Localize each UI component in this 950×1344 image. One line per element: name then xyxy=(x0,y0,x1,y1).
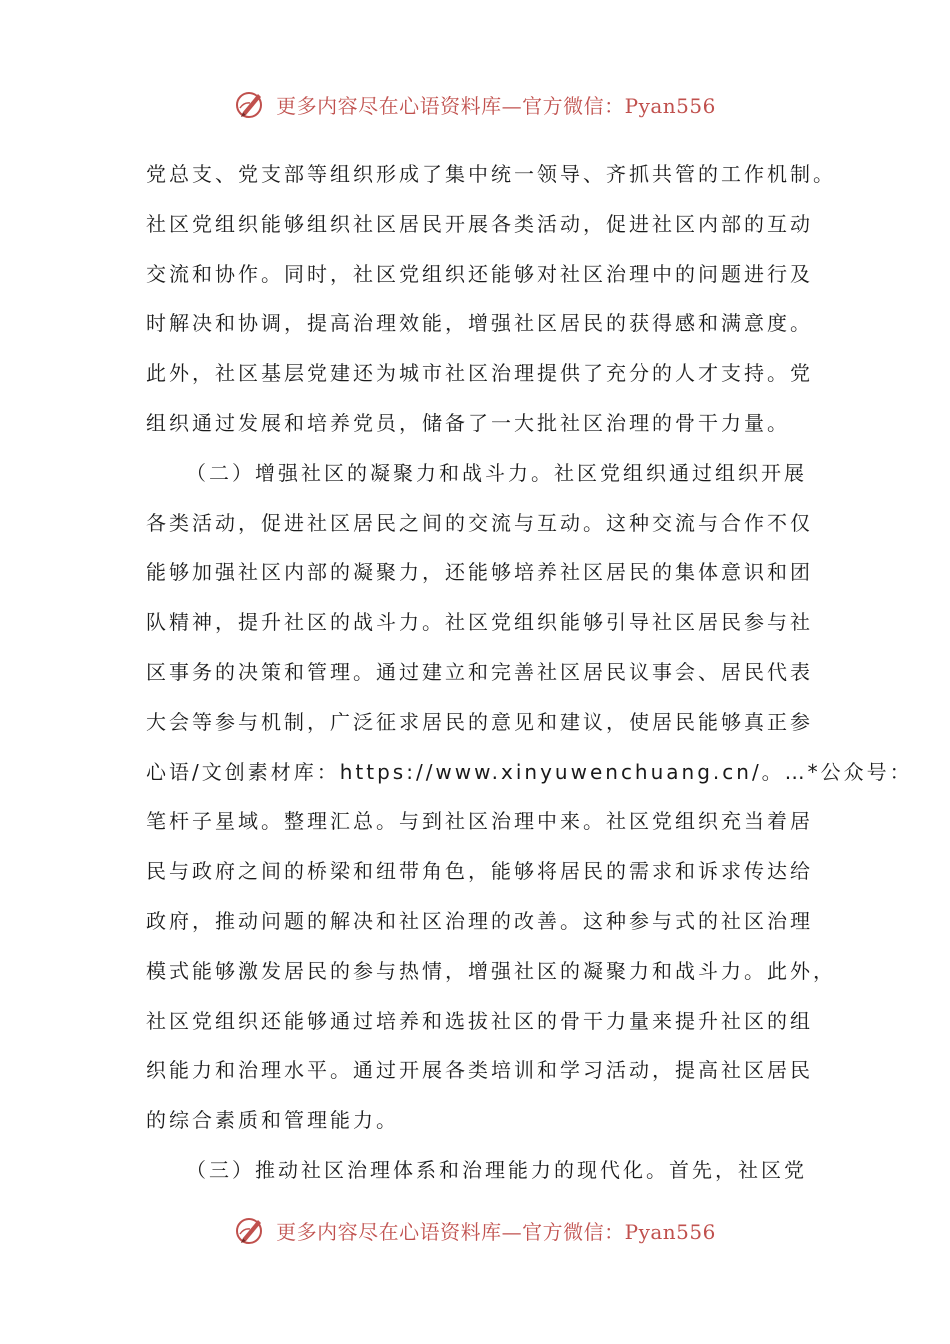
text-line: 织能力和治理水平。通过开展各类培训和学习活动，提高社区居民 xyxy=(146,1058,813,1083)
banner-text: 更多内容尽在心语资料库—官方微信：Pyan556 xyxy=(276,1219,716,1244)
text-line: 社区党组织还能够通过培养和选拔社区的骨干力量来提升社区的组 xyxy=(146,1008,813,1033)
text-line: 各类活动，促进社区居民之间的交流与互动。这种交流与合作不仅 xyxy=(146,510,813,535)
text-line: 党总支、党支部等组织形成了集中统一领导、齐抓共管的工作机制。 xyxy=(146,162,836,186)
text-line: 此外，社区基层党建还为城市社区治理提供了充分的人才支持。党 xyxy=(146,361,813,386)
banner-text: 更多内容尽在心语资料库—官方微信：Pyan556 xyxy=(276,93,716,118)
text-line: 能够加强社区内部的凝聚力，还能够培养社区居民的集体意识和团 xyxy=(146,560,813,585)
pen-quill-logo-icon xyxy=(234,1214,266,1246)
footer-banner xyxy=(0,1208,950,1252)
text-line: 的综合素质和管理能力。 xyxy=(146,1108,399,1133)
header-banner xyxy=(0,82,950,126)
text-line: 大会等参与机制，广泛征求居民的意见和建议，使居民能够真正参 xyxy=(146,709,813,734)
document-body xyxy=(146,150,913,1196)
text-line: 政府，推动问题的解决和社区治理的改善。这种参与式的社区治理 xyxy=(146,908,813,933)
text-line: 交流和协作。同时，社区党组织还能够对社区治理中的问题进行及 xyxy=(146,261,813,286)
text-line: 社区党组织能够组织社区居民开展各类活动，促进社区内部的互动 xyxy=(146,211,813,236)
text-line: 区事务的决策和管理。通过建立和完善社区居民议事会、居民代表 xyxy=(146,659,813,684)
text-line: （二）增强社区的凝聚力和战斗力。社区党组织通过组织开展 xyxy=(186,460,807,485)
pen-quill-logo-icon xyxy=(234,88,266,120)
text-line: （三）推动社区治理体系和治理能力的现代化。首先，社区党 xyxy=(186,1157,807,1182)
text-line: 民与政府之间的桥梁和纽带角色，能够将居民的需求和诉求传达给 xyxy=(146,859,813,884)
text-line: 时解决和协调，提高治理效能，增强社区居民的获得感和满意度。 xyxy=(146,311,813,336)
text-line: 模式能够激发居民的参与热情，增强社区的凝聚力和战斗力。此外， xyxy=(146,958,836,983)
text-line: 心语/文创素材库：https://www.xinyuwenchuang.cn/。…*公众号： xyxy=(146,759,913,784)
text-line: 笔杆子星域。整理汇总。与到社区治理中来。社区党组织充当着居 xyxy=(146,809,813,834)
text-line: 队精神，提升社区的战斗力。社区党组织能够引导社区居民参与社 xyxy=(146,610,813,635)
text-line: 组织通过发展和培养党员，储备了一大批社区治理的骨干力量。 xyxy=(146,410,790,435)
